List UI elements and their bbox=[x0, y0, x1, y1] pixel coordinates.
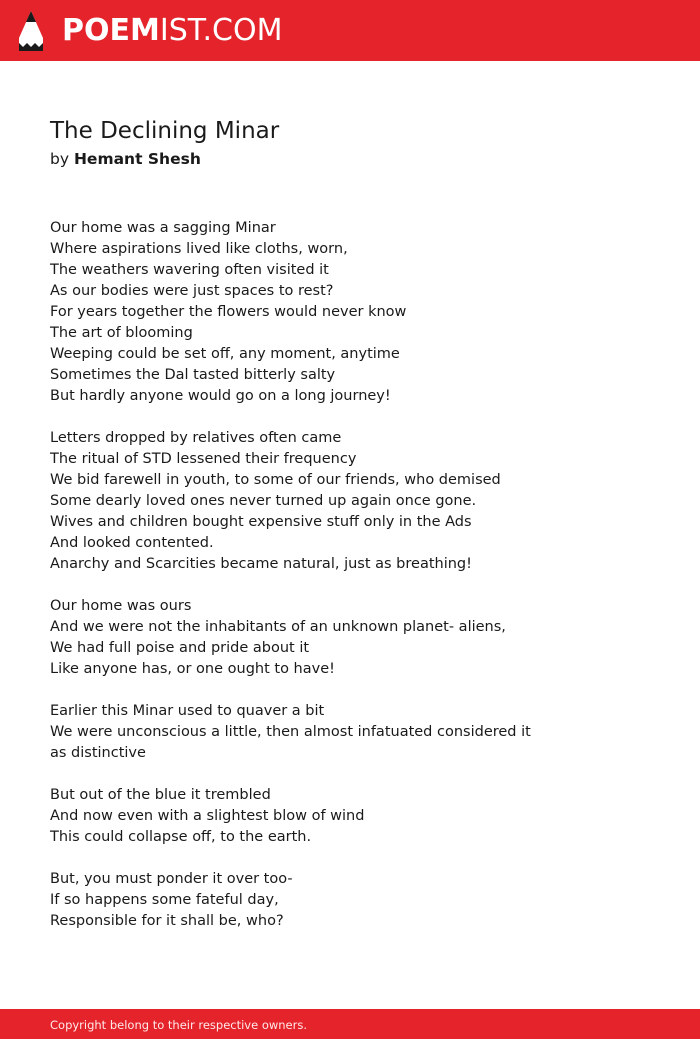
poem-line: And now even with a slightest blow of wind bbox=[50, 808, 365, 824]
poem-line: If so happens some fateful day, bbox=[50, 892, 279, 908]
poem-line: For years together the flowers would never know bbox=[50, 304, 407, 320]
poem-line: But hardly anyone would go on a long journey! bbox=[50, 388, 391, 404]
poem-line: Earlier this Minar used to quaver a bit bbox=[50, 703, 325, 719]
footer-bar bbox=[0, 1009, 700, 1039]
poem-line: Anarchy and Scarcities became natural, just as breathing! bbox=[50, 556, 472, 572]
poem-title: The Declining Minar bbox=[50, 118, 280, 144]
poem-line: But out of the blue it trembled bbox=[50, 787, 271, 803]
poem-line: But, you must ponder it over too- bbox=[50, 871, 293, 887]
stanza bbox=[50, 596, 610, 680]
poem-line: The ritual of STD lessened their frequency bbox=[50, 451, 357, 467]
pencil-tip-icon[interactable] bbox=[18, 10, 44, 52]
stanza bbox=[50, 701, 610, 764]
poem-byline bbox=[50, 148, 201, 170]
poem-line: Like anyone has, or one ought to have! bbox=[50, 661, 335, 677]
poem-line: Wives and children bought expensive stuff only in the Ads bbox=[50, 514, 472, 530]
brand-bold: POEM bbox=[62, 13, 160, 48]
header-bar bbox=[0, 0, 700, 61]
site-logo[interactable] bbox=[62, 11, 282, 51]
poem-line: We bid farewell in youth, to some of our friends, who demised bbox=[50, 472, 501, 488]
poem-line: Responsible for it shall be, who? bbox=[50, 913, 284, 929]
poem-line: We had full poise and pride about it bbox=[50, 640, 310, 656]
poem-line: Where aspirations lived like cloths, worn, bbox=[50, 241, 348, 257]
poem-line: Some dearly loved ones never turned up again once gone. bbox=[50, 493, 477, 509]
by-label: by bbox=[50, 150, 70, 168]
poem-body bbox=[50, 218, 610, 953]
stanza bbox=[50, 785, 610, 848]
stanza bbox=[50, 218, 610, 407]
poem-line: And looked contented. bbox=[50, 535, 214, 551]
poem-line: Weeping could be set off, any moment, anytime bbox=[50, 346, 400, 362]
poem-line: And we were not the inhabitants of an unknown planet- aliens, bbox=[50, 619, 506, 635]
stanza bbox=[50, 869, 610, 932]
poem-line: Sometimes the Dal tasted bitterly salty bbox=[50, 367, 336, 383]
poem-line: The art of blooming bbox=[50, 325, 193, 341]
poem-line: This could collapse off, to the earth. bbox=[50, 829, 312, 845]
poem-line: Letters dropped by relatives often came bbox=[50, 430, 342, 446]
poem-author: Hemant Shesh bbox=[73, 150, 201, 168]
poem-line: The weathers wavering often visited it bbox=[50, 262, 329, 278]
poem-line: Our home was a sagging Minar bbox=[50, 220, 276, 236]
copyright-notice: Copyright belong to their respective owners. bbox=[50, 1018, 308, 1032]
stanza bbox=[50, 428, 610, 575]
poem-line: Our home was ours bbox=[50, 598, 192, 614]
poem-line: As our bodies were just spaces to rest? bbox=[50, 283, 334, 299]
brand-light: IST.COM bbox=[159, 13, 283, 48]
poem-line: We were unconscious a little, then almost infatuated considered it as distinctive bbox=[50, 724, 531, 761]
